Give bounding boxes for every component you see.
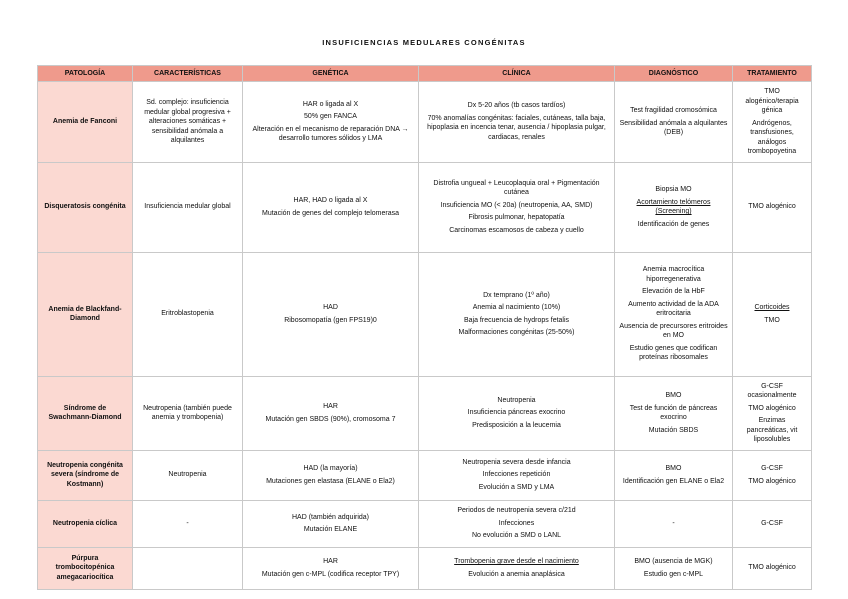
tratamiento-cell [733,376,812,450]
header-row [38,66,812,82]
genetica-cell [243,450,419,500]
table-row [38,162,812,252]
genetica-cell [243,500,419,547]
clinica-line: Insuficiencia MO (< 20a) (neutropenia, AA, SMD) [440,201,593,209]
tratamiento-line: Corticoides [754,304,790,311]
col-header: CLÍNICA [419,66,615,82]
caracteristicas-line: Eritroblastopenia [161,310,214,318]
caracteristicas-line: - [186,519,189,527]
genetica-line: Ribosomopatía (gen FPS19)0 [284,316,377,324]
col-header: PATOLOGÍA [38,66,133,82]
genetica-line: HAD (también adquirida) [291,513,370,521]
diagnostico-line: Identificación gen ELANE o Ela2 [622,477,725,485]
clinica-line: Trombopenia grave desde el nacimiento [454,558,579,565]
pathology-cell: Anemia de Blackfand-Diamond [38,252,133,376]
diagnostico-line: BMO [665,392,682,399]
genetica-line: Mutación de genes del complejo telomerasa [262,209,399,217]
diagnostico-cell [615,376,733,450]
congenital-marrow-failure-table [37,65,812,590]
tratamiento-cell [733,450,812,500]
clinica-line: Dx 5-20 años (tb casos tardíos) [467,102,566,110]
clinica-line: Fibrosis pulmonar, hepatopatía [468,214,565,222]
diagnostico-cell [615,82,733,163]
pathology-cell: Síndrome de Swachmann-Diamond [38,376,133,450]
diagnostico-line: BMO [665,465,682,472]
genetica-line: HAD [323,304,338,311]
genetica-line: HAR, HAD o ligada al X [293,197,368,204]
clinica-line: Malformaciones congénitas (25-50%) [458,329,575,336]
clinica-line: Evolución a SMD y LMA [478,483,555,491]
diagnostico-line: Estudio genes que codifican proteínas ribosomales [629,344,718,362]
diagnostico-cell [615,547,733,589]
clinica-line: Carcinomas escamosos de cabeza y cuello [449,226,584,234]
table-row [38,547,812,589]
caracteristicas-line: Neutropenia [168,471,207,479]
tratamiento-line: TMO alogénico [748,203,796,211]
tratamiento-cell [733,547,812,589]
caracteristicas-line: Insuficiencia medular global [144,203,231,211]
col-header: TRATAMIENTO [733,66,812,82]
genetica-line: HAR [323,403,338,410]
diagnostico-line: Anemia macrocítica hiporregenerativa [642,266,705,283]
tratamiento-line: TMO alogénico [748,477,796,485]
diagnostico-cell [615,252,733,376]
diagnostico-line: Aumento actividad de la ADA eritrocitaria [628,300,719,318]
tratamiento-line: Enzimas pancreáticas, vit liposolubles [746,417,798,443]
diagnostico-line: Estudio gen c-MPL [643,570,704,578]
clinica-line: Infecciones repetición [482,471,551,479]
genetica-cell [243,252,419,376]
diagnostico-line: Biopsia MO [655,186,692,193]
diagnostico-line: - [672,519,675,527]
clinica-cell [419,82,615,163]
clinica-line: Predisposición a la leucemia [472,421,561,429]
pathology-cell: Anemia de Fanconi [38,82,133,163]
diagnostico-line: BMO (ausencia de MGK) [634,558,713,565]
genetica-line: Mutación ELANE [303,526,358,533]
clinica-line: Dx temprano (1º año) [483,291,550,299]
clinica-line: Neutropenia severa desde infancia [462,458,571,466]
caracteristicas-cell [133,547,243,589]
caracteristicas-line: Sd. complejo: insuficiencia medular global progresiva + alteraciones somáticas + sensibilidad anómala a alquilantes [144,99,231,144]
tratamiento-cell [733,252,812,376]
genetica-line: HAD (la mayoría) [303,465,358,472]
diagnostico-cell [615,500,733,547]
genetica-line: Mutación gen SBDS (90%), cromosoma 7 [265,415,396,423]
caracteristicas-cell [133,450,243,500]
pathology-cell: Neutropenia cíclica [38,500,133,547]
tratamiento-cell [733,500,812,547]
caracteristicas-cell [133,252,243,376]
caracteristicas-cell [133,82,243,163]
clinica-cell [419,376,615,450]
genetica-cell [243,547,419,589]
clinica-line: Infecciones [498,519,535,527]
diagnostico-line: Acortamiento telómeros (Screening) [636,198,711,215]
diagnostico-cell [615,162,733,252]
col-header: GENÉTICA [243,66,419,82]
clinica-line: 70% anomalías congénitas: faciales, cutáneas, talla baja, hipoplasia en incencia tenar, ausencia / hipoplasia pulgar, cardiacas, renales [427,114,606,141]
diagnostico-cell [615,450,733,500]
diagnostico-line: Test fragilidad cromosómica [630,107,717,114]
page-title: INSUFICIENCIAS MEDULARES CONGÉNITAS [322,38,526,47]
clinica-line: Distrofia ungueal + Leucoplaquia oral + Pigmentación cutánea [433,179,600,197]
clinica-line: Anemia al nacimiento (10%) [472,304,561,311]
genetica-line: Alteración en el mecanismo de reparación DNA → desarrollo tumores sólidos y LMA [252,125,409,143]
tratamiento-line: TMO alogénico/terapia génica [745,88,799,114]
genetica-cell [243,82,419,163]
table-row [38,450,812,500]
caracteristicas-cell [133,500,243,547]
clinica-line: Insuficiencia páncreas exocrino [467,409,566,417]
clinica-cell [419,450,615,500]
caracteristicas-line: Neutropenia (también puede anemia y trombopenia) [143,404,232,421]
tratamiento-line: G-CSF [761,465,783,472]
tratamiento-line: TMO alogénico [748,564,796,572]
tratamiento-line: G-CSF [761,519,783,527]
clinica-line: No evolución a SMD o LANL [471,532,562,540]
genetica-line: 50% gen FANCA [304,113,357,121]
tratamiento-cell [733,82,812,163]
table-row [38,252,812,376]
table-row [38,500,812,547]
diagnostico-line: Elevación de la HbF [642,288,705,296]
col-header: CARACTERÍSTICAS [133,66,243,82]
col-header: DIAGNÓSTICO [615,66,733,82]
tratamiento-line: G-CSF ocasionalmente [747,382,797,399]
tratamiento-line: Andrógenos, transfusiones, análogos trombopoyetina [747,119,797,155]
caracteristicas-cell [133,162,243,252]
clinica-cell [419,500,615,547]
genetica-line: HAR o ligada al X [302,100,359,108]
diagnostico-line: Sensibilidad anómala a alquilantes (DEB) [619,119,728,136]
clinica-line: Neutropenia [497,396,536,404]
clinica-line: Periodos de neutropenia severa c/21d [457,507,576,515]
pathology-cell: Neutropenia congénita severa (síndrome de Kostmann) [38,450,133,500]
table-row [38,82,812,163]
diagnostico-line: Ausencia de precursores eritroides en MO [619,322,728,340]
pathology-cell: Disqueratosis congénita [38,162,133,252]
table-row [38,376,812,450]
diagnostico-line: Identificación de genes [637,220,710,228]
tratamiento-line: TMO alogénico [748,404,796,412]
genetica-line: HAR [323,558,338,565]
genetica-cell [243,376,419,450]
clinica-cell [419,547,615,589]
caracteristicas-cell [133,376,243,450]
tratamiento-line: TMO [764,316,780,324]
diagnostico-line: Test de función de páncreas exocrino [629,404,718,421]
tratamiento-cell [733,162,812,252]
clinica-cell [419,162,615,252]
diagnostico-line: Mutación SBDS [648,426,699,434]
clinica-cell [419,252,615,376]
genetica-line: Mutaciones gen elastasa (ELANE o Ela2) [266,477,395,485]
clinica-line: Evolución a anemia anaplásica [468,570,565,578]
clinica-line: Baja frecuencia de hydrops fetalis [463,316,570,324]
genetica-cell [243,162,419,252]
pathology-cell: Púrpura trombocitopénica amegacariocítica [38,547,133,589]
genetica-line: Mutación gen c-MPL (codifica receptor TPY) [261,570,400,578]
